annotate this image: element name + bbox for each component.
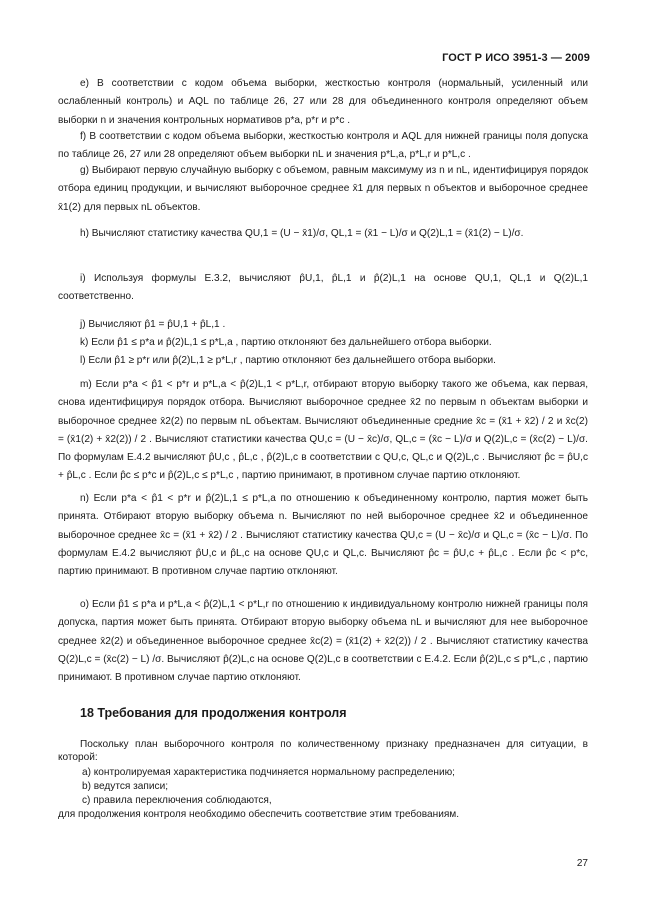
paragraph-o: o) Если p̂1 ≤ p*a и p*L,a < p̂(2)L,1 < p*L,r по отношению к индивидуальному контролю нижней границы поля допуска, партия может быть принята. Отбирают вторую выборку объема nL и вычисляют для нее выборочное среднее x̄2(2) и объединенное выборочное среднее x̄c(2) = (x̄1(2) + x̄2(2)) / 2 . Вычисляют статистику качества Q(2)L,c = (x̄c(2) − L) /σ. Вычисляют p̂(2)L,c на основе Q(2)L,c в соответствии с Е.4.2. Если p̂(2)L,c ≤ p*L,c , партию принимают. В противном случае партию отклоняют. bbox=[58, 599, 588, 684]
section-outro: для продолжения контроля необходимо обеспечить соответствие этим требованиям. bbox=[58, 809, 460, 820]
paragraph-k: k) Если p̂1 ≤ p*a и p̂(2)L,1 ≤ p*L,a , партию отклоняют без дальнейшего отбора выборки. bbox=[80, 337, 492, 348]
paragraph-h: h) Вычисляют статистику качества QU,1 = (U − x̄1)/σ, QL,1 = (x̄1 − L)/σ и Q(2)L,1 = (x̄1(2) − L)/σ. bbox=[80, 228, 524, 239]
condition-a: a) контролируемая характеристика подчиняется нормальному распределению; bbox=[82, 767, 455, 778]
page-number: 27 bbox=[576, 858, 588, 869]
paragraph-j: j) Вычисляют p̂1 = p̂U,1 + p̂L,1 . bbox=[80, 319, 226, 330]
page-header: ГОСТ Р ИСО 3951-3 — 2009 bbox=[442, 52, 590, 64]
paragraph-m: m) Если p*a < p̂1 < p*r и p*L,a < p̂(2)L,1 < p*L,r, отбирают вторую выборку такого же объема, как первая, снова идентифицируя порядок отбора. Вычисляют выборочное среднее x̄2 по первым n объектам выборки и выборочное среднее x̄2(2) по первым nL объектам. Вычисляют объединенные средние x̄c = (x̄1 + x̄2) / 2 и x̄c(2) = (x̄1(2) + x̄2(2)) / 2 . Вычисляют статистики качества QU,c = (U − x̄c)/σ, QL,c = (x̄c − L)/σ и Q(2)L,c = (x̄c(2) − L)/σ. По формулам Е.4.2 вычисляют p̂U,c , p̂L,c , p̂(2)L,c в соответствии с QU,c, QL,c и Q(2)L,c . Вычисляют p̂c = p̂U,c + p̂L,c . Если p̂c ≤ p*c и p̂(2)L,c ≤ p*L,c , партию принимают, в противном случае партию отклоняют. bbox=[58, 379, 588, 482]
paragraph-l: l) Если p̂1 ≥ p*r или p̂(2)L,1 ≥ p*L,r , партию отклоняют без дальнейшего отбора выборки. bbox=[80, 355, 496, 366]
condition-c: c) правила переключения соблюдаются, bbox=[82, 795, 272, 806]
section-intro: Поскольку план выборочного контроля по количественному признаку предназначен для ситуации, в которой: bbox=[58, 739, 588, 763]
section-title: 18 Требования для продолжения контроля bbox=[80, 706, 347, 720]
paragraph-i: i) Используя формулы Е.3.2, вычисляют p̂U,1, p̂L,1 и p̂(2)L,1 на основе QU,1, QL,1 и Q(2)L,1 соответственно. bbox=[58, 273, 588, 303]
condition-b: b) ведутся записи; bbox=[82, 781, 169, 792]
paragraph-e: e) В соответствии с кодом объема выборки, жесткостью контроля (нормальный, усиленный или ослабленный контроль) и AQL по таблице 26, 27 или 28 для объединенного контроля определяют объем выборки n и значения контрольных нормативов p*a, p*r и p*c . bbox=[58, 78, 588, 126]
paragraph-f: f) В соответствии с кодом объема выборки, жесткостью контроля и AQL для нижней границы поля допуска по таблице 26, 27 или 28 определяют объем выборки nL и значения p*L,a, p*L,r и p*L,c . bbox=[58, 131, 588, 161]
paragraph-g: g) Выбирают первую случайную выборку с объемом, равным максимуму из n и nL, идентифицируя порядок отбора единиц продукции, и вычисляют выборочное среднее x̄1 для первых n объектов и выборочное среднее x̄1(2) для первых nL объектов. bbox=[58, 165, 588, 213]
paragraph-n: n) Если p*a < p̂1 < p*r и p̂(2)L,1 ≤ p*L,a по отношению к объединенному контролю, партия может быть принята. Отбирают вторую выборку объема n. Вычисляют по ней выборочное среднее x̄2 и объединенное выборочное среднее x̄c = (x̄1 + x̄2) / 2 . Вычисляют статистику качества QU,c = (U − x̄c)/σ и QL,c = (x̄c − L)/σ. По формулам Е.4.2 вычисляют p̂U,c и p̂L,c на основе QU,c и QL,c. Вычисляют p̂c = p̂U,c + p̂L,c . Если p̂c < p*c, партию принимают. В противном случае партию отклоняют. bbox=[58, 493, 588, 578]
